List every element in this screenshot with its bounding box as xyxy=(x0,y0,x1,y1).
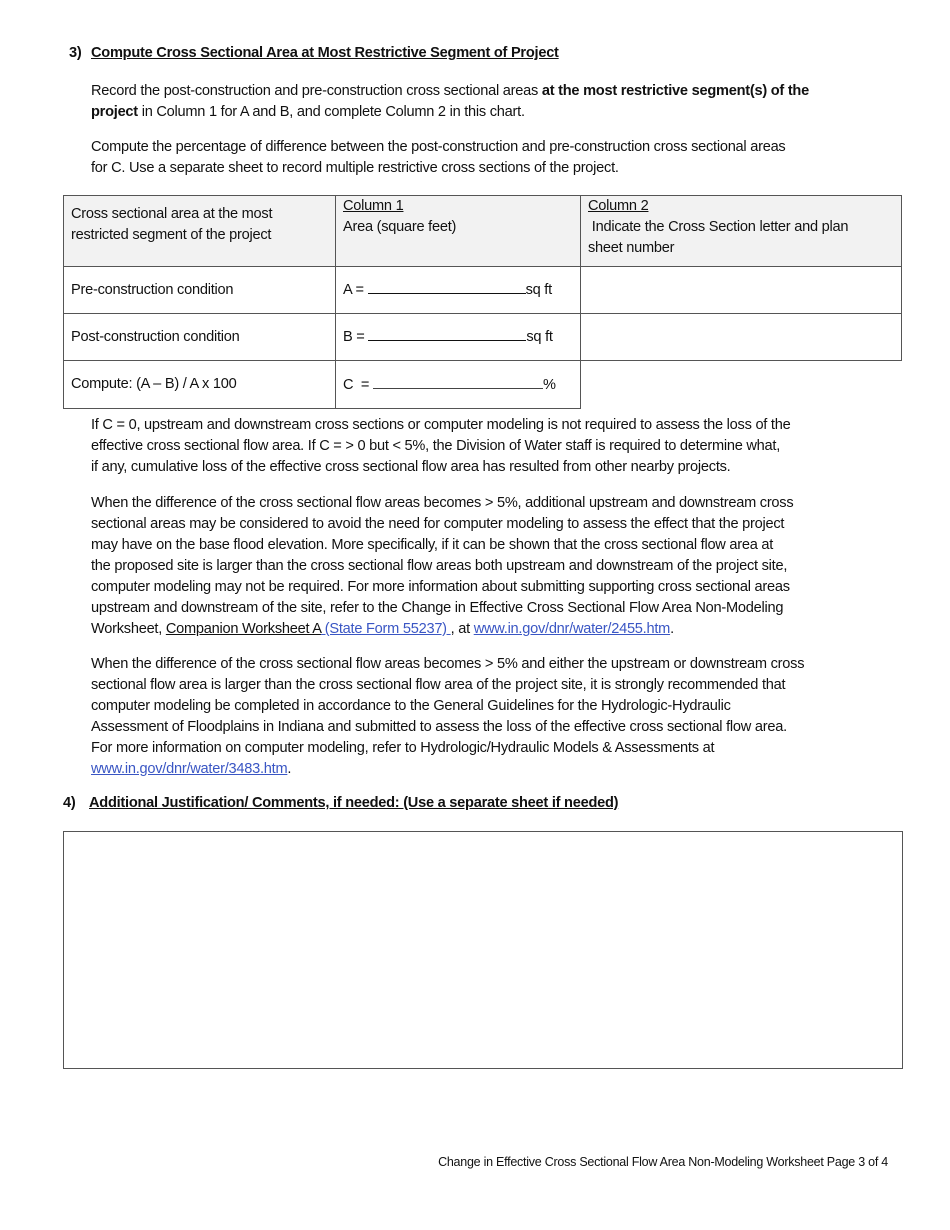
percent-c-cell xyxy=(336,361,581,409)
row-label: Compute: (A – B) / A x 100 xyxy=(64,361,336,409)
cross-section-b-input[interactable] xyxy=(581,314,902,361)
row-label: Post-construction condition xyxy=(64,314,336,361)
cross-section-table xyxy=(63,195,902,409)
text: restricted segment of the project xyxy=(71,227,272,243)
page-footer: Change in Effective Cross Sectional Flow Area Non-Modeling Worksheet Page 3 of 4 xyxy=(438,1155,888,1169)
paragraph-line: may have on the base flood elevation. More specifically, if it can be shown that the cross sectional flow area at xyxy=(91,537,774,553)
text: in Column 1 for A and B, and complete Column 2 in this chart. xyxy=(137,104,525,120)
instructions-line xyxy=(91,81,809,102)
paragraph-line xyxy=(91,619,674,640)
header-cell xyxy=(336,196,581,267)
text: B = xyxy=(343,329,369,345)
paragraph-line: sectional areas may be considered to avoid the need for computer modeling to assess the effect that the project xyxy=(91,516,785,532)
text: Worksheet, xyxy=(91,621,166,637)
table-row xyxy=(64,361,902,409)
text: Cross sectional area at the most xyxy=(71,206,273,222)
text: Column 2 xyxy=(588,198,649,214)
text: sheet number xyxy=(588,240,675,256)
text: C = xyxy=(343,376,373,393)
companion-worksheet-link[interactable]: Companion Worksheet A xyxy=(165,621,321,637)
unit: % xyxy=(542,376,556,393)
paragraph-line: computer modeling may not be required. For more information about submitting supporting cross sectional areas xyxy=(91,579,790,595)
cross-section-a-input[interactable] xyxy=(581,267,902,314)
text: , at xyxy=(450,621,474,637)
paragraph-line: Assessment of Floodplains in Indiana and submitted to assess the loss of the effective cross sectional flow area. xyxy=(91,719,787,735)
dnr-water-2455-link[interactable]: www.in.gov/dnr/water/2455.htm xyxy=(473,621,671,637)
paragraph-line: If C = 0, upstream and downstream cross sections or computer modeling is not required to assess the loss of the xyxy=(91,417,791,433)
text: Area (square feet) xyxy=(343,219,457,235)
table-header-row xyxy=(64,196,902,267)
table-row xyxy=(64,267,902,314)
paragraph-line: effective cross sectional flow area. If C = > 0 but < 5%, the Division of Water staff is required to determine what, xyxy=(91,438,781,454)
table-row xyxy=(64,314,902,361)
text: Record the post-construction and pre-construction cross sectional areas xyxy=(91,83,542,99)
bold-text: project xyxy=(91,104,138,120)
paragraph-line: if any, cumulative loss of the effective cross sectional flow area has resulted from other nearby projects. xyxy=(91,459,731,475)
section-3-number: 3) xyxy=(69,45,82,61)
section-3-title: Compute Cross Sectional Area at Most Restrictive Segment of Project xyxy=(91,45,559,61)
text: A = xyxy=(343,282,368,298)
comments-textarea[interactable] xyxy=(63,831,903,1069)
unit: sq ft xyxy=(525,282,552,298)
empty-cell xyxy=(581,361,902,409)
area-a-cell xyxy=(336,267,581,314)
header-cell xyxy=(581,196,902,267)
section-4-number: 4) xyxy=(63,795,76,811)
text: Column 1 xyxy=(343,198,404,214)
text: Indicate the Cross Section letter and plan xyxy=(588,219,849,235)
dnr-water-3483-link[interactable]: www.in.gov/dnr/water/3483.htm xyxy=(91,761,288,777)
paragraph-line: sectional flow area is larger than the cross sectional flow area of the project site, it is strongly recommended that xyxy=(91,677,786,693)
paragraph-line: upstream and downstream of the site, refer to the Change in Effective Cross Sectional Flow Area Non-Modeling xyxy=(91,600,784,616)
paragraph-line: When the difference of the cross sectional flow areas becomes > 5% and either the upstream or downstream cross xyxy=(91,656,805,672)
percent-c-input[interactable] xyxy=(373,374,543,389)
section-4-title: Additional Justification/ Comments, if needed: (Use a separate sheet if needed) xyxy=(89,795,619,811)
instructions-line xyxy=(91,102,525,123)
text: . xyxy=(670,621,674,637)
state-form-link[interactable]: (State Form 55237) xyxy=(320,621,451,637)
paragraph-line: the proposed site is larger than the cross sectional flow areas both upstream and downstream of the project site, xyxy=(91,558,788,574)
bold-text: at the most restrictive segment(s) of the xyxy=(541,83,809,99)
paragraph-line: computer modeling be completed in accordance to the General Guidelines for the Hydrologic-Hydraulic xyxy=(91,698,731,714)
text: . xyxy=(287,761,292,777)
area-a-input[interactable] xyxy=(368,279,526,294)
paragraph-line: For more information on computer modeling, refer to Hydrologic/Hydraulic Models & Assessments at xyxy=(91,740,715,756)
instructions-line: Compute the percentage of difference between the post-construction and pre-construction cross sectional areas xyxy=(91,139,786,155)
unit: sq ft xyxy=(526,329,553,345)
paragraph-line: When the difference of the cross sectional flow areas becomes > 5%, additional upstream and downstream cross xyxy=(91,495,794,511)
paragraph-line xyxy=(91,759,291,780)
area-b-input[interactable] xyxy=(368,326,526,341)
instructions-line: for C. Use a separate sheet to record multiple restrictive cross sections of the project. xyxy=(91,160,619,176)
row-label: Pre-construction condition xyxy=(64,267,336,314)
area-b-cell xyxy=(336,314,581,361)
header-cell xyxy=(64,196,336,267)
